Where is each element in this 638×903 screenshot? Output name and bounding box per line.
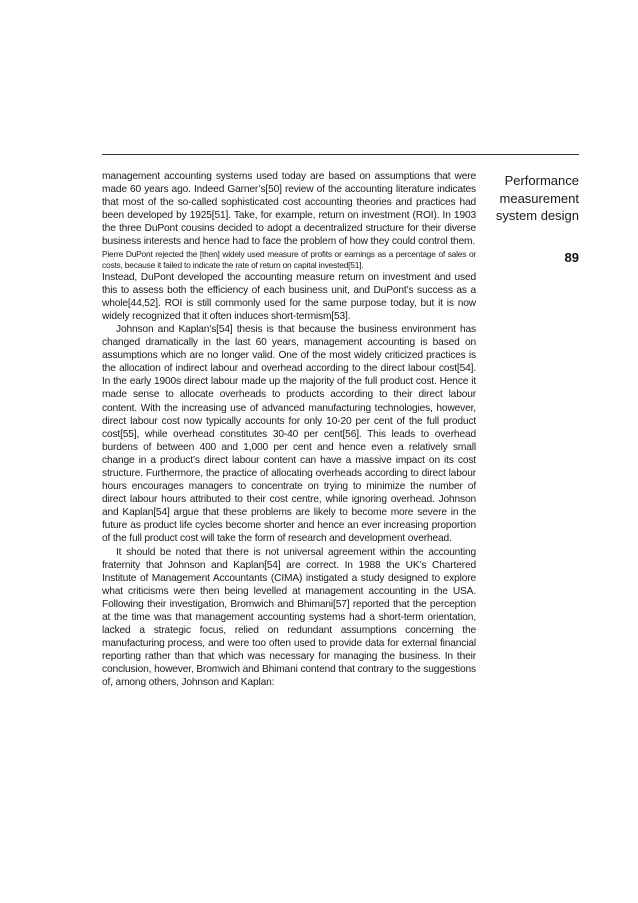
running-head xyxy=(490,172,579,265)
page-number: 89 xyxy=(564,250,579,265)
header-rule xyxy=(102,154,579,155)
paragraph-1: management accounting systems used today are based on assumptions that were made 60 years ago. Indeed Garner’s[50] review of the accounting literature indicates that most of the so-called sophisticated cost accounting theories and practices had been developed by 1925[51]. Take, for example, return on investment (ROI). In 1903 the three DuPont cousins decided to adopt a decentralized structure for their diverse business interests and hence had to face the problem of how they could control them. xyxy=(102,171,476,248)
running-head-line-2: measurement xyxy=(499,190,579,206)
paragraph-2: Instead, DuPont developed the accounting measure return on investment and used this to assess both the efficiency of each business unit, and DuPont’s success as a whole[44,52]. ROI is still commonly used for the same purpose today, but it is now widely recognized that it often induces short-termism[53]. xyxy=(102,271,476,322)
body-text xyxy=(102,170,476,690)
block-quote: Pierre DuPont rejected the [then] widely used measure of profits or earnings as a percentage of sales or costs, because it failed to indicate the rate of return on capital invested[51]. xyxy=(102,248,476,270)
running-head-line-1: Performance xyxy=(504,173,579,188)
running-head-line-3: system design xyxy=(495,208,579,223)
paragraph-4: It should be noted that there is not universal agreement within the accounting fraternity that Johnson and Kaplan[54] are correct. In 1988 the UK’s Chartered Institute of Management Accountants (CIMA) instigated a study designed to explore what criticisms were then being levelled at management accounting in the USA. Following their investigation, Bromwich and Bhimani[57] reported that the perception at the time was that management accounting systems had a short-term orientation, lacked a strategic focus, relied on redundant assumptions concerning the manufacturing process, and were too often used to provide data for external financial reporting rather than that which was necessary for managing the business. In their conclusion, however, Bromwich and Bhimani contend that contrary to the suggestions of, among others, Johnson and Kaplan: xyxy=(102,546,476,689)
paragraph-3: Johnson and Kaplan’s[54] thesis is that because the business environment has changed dramatically in the last 60 years, management accounting is based on assumptions which are no longer valid. One of the most widely criticized practices is the allocation of indirect labour and overhead according to the direct labour cost[54]. In the early 1900s direct labour made up the majority of the full product cost. Hence it made sense to allocate overheads to products according to their direct labour content. With the increasing use of advanced manufacturing technologies, however, direct labour cost now typically accounts for only 10-20 per cent of the full product cost[55], while overhead constitutes 30-40 per cent[56]. This leads to overhead burdens of between 400 and 1,000 per cent and hence even a relatively small change in a product’s direct labour content can have a massive impact on its cost structure. Furthermore, the practice of allocating overheads according to direct labour hours encourages managers to concentrate on trying to minimize the number of direct labour hours attributed to their cost centre, while ignoring overhead. Johnson and Kaplan[54] argue that these problems are likely to become more severe in the future as product life cycles become shorter and hence an ever increasing proportion of the full product cost will take the form of research and development overhead. xyxy=(102,323,476,545)
